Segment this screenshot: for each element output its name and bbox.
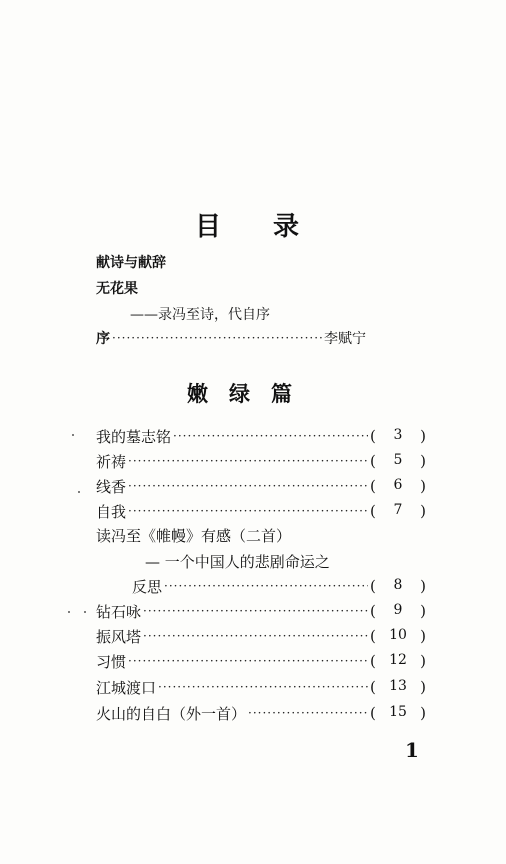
entry-title: 反思 [132, 577, 163, 596]
paren-close: ) [420, 627, 426, 645]
paren-open: ( [370, 502, 376, 520]
toc-entry-multiline-title: 读冯至《帷幔》有感（二首） [96, 527, 292, 545]
preface-label: 序 [96, 331, 110, 347]
preface-author: 李赋宁 [324, 331, 366, 347]
entry-title: 钻石咏 [96, 602, 142, 621]
paren-close: ) [420, 502, 426, 520]
toc-entry [96, 475, 426, 497]
entry-title: 振风塔 [96, 627, 142, 646]
entry-page [370, 427, 426, 445]
leader-dots [128, 505, 368, 517]
scan-speck [78, 491, 80, 493]
entry-title: 江城渡口 [96, 678, 157, 697]
entry-title: 习惯 [96, 652, 127, 671]
paren-close: ) [420, 452, 426, 470]
paren-close: ) [420, 602, 426, 620]
toc-entry [96, 625, 426, 647]
paren-open: ( [370, 602, 376, 620]
entry-title: 祈祷 [96, 452, 127, 471]
front-matter-dedication: 献诗与献辞 [96, 255, 166, 271]
entry-page [370, 678, 426, 696]
paren-close: ) [420, 704, 426, 722]
entry-page [370, 477, 426, 495]
leader-dots [143, 605, 368, 617]
front-matter-fig: 无花果 [96, 281, 138, 297]
toc-entry [96, 425, 426, 447]
leader-dots [158, 681, 368, 693]
toc-entry-multiline-subtitle: — 一个中国人的悲剧命运之 [145, 553, 330, 571]
leader-dots [112, 332, 322, 344]
leader-dots [164, 580, 368, 592]
leader-dots [143, 630, 368, 642]
paren-close: ) [420, 477, 426, 495]
leader-dots [128, 655, 368, 667]
toc-entry [96, 650, 426, 672]
entry-page [370, 652, 426, 670]
entry-title: 火山的自白（外一首） [96, 704, 247, 723]
toc-entry [96, 500, 426, 522]
paren-open: ( [370, 452, 376, 470]
page-number: 5 [393, 452, 403, 468]
page-number: 13 [389, 678, 407, 694]
scan-speck [84, 611, 86, 613]
front-matter-subtitle: ——录冯至诗，代自序 [130, 307, 270, 323]
page-number: 12 [389, 652, 407, 668]
page-number: 9 [393, 602, 403, 618]
paren-open: ( [370, 477, 376, 495]
entry-title: 自我 [96, 502, 127, 521]
paren-open: ( [370, 627, 376, 645]
toc-entry [96, 450, 426, 472]
leader-dots [173, 430, 368, 442]
entry-title: 线香 [96, 477, 127, 496]
entry-page [370, 577, 426, 595]
entry-title: 我的墓志铭 [96, 427, 172, 446]
toc-entry [96, 600, 426, 622]
paren-open: ( [370, 678, 376, 696]
scan-speck [68, 611, 70, 613]
page-title: 目 录 [195, 212, 300, 242]
paren-close: ) [420, 427, 426, 445]
leader-dots [248, 707, 368, 719]
leader-dots [128, 480, 368, 492]
entry-page [370, 502, 426, 520]
paren-open: ( [370, 652, 376, 670]
paren-open: ( [370, 577, 376, 595]
entry-page [370, 452, 426, 470]
section-title: 嫩 绿 篇 [187, 382, 292, 406]
paren-close: ) [420, 652, 426, 670]
paren-close: ) [420, 577, 426, 595]
footer-page-number: 1 [405, 738, 419, 762]
page-number: 10 [389, 627, 407, 643]
leader-dots [128, 455, 368, 467]
paren-close: ) [420, 678, 426, 696]
page-number: 3 [393, 427, 403, 443]
toc-entry [96, 702, 426, 724]
paren-open: ( [370, 704, 376, 722]
page-number: 15 [389, 704, 407, 720]
preface-row [96, 327, 366, 349]
entry-page [370, 704, 426, 722]
toc-entry [96, 676, 426, 698]
paren-open: ( [370, 427, 376, 445]
page-number: 8 [393, 577, 403, 593]
entry-page [370, 627, 426, 645]
page-number: 6 [393, 477, 403, 493]
scan-speck [72, 434, 74, 436]
entry-page [370, 602, 426, 620]
page-number: 7 [393, 502, 403, 518]
toc-entry [132, 575, 426, 597]
